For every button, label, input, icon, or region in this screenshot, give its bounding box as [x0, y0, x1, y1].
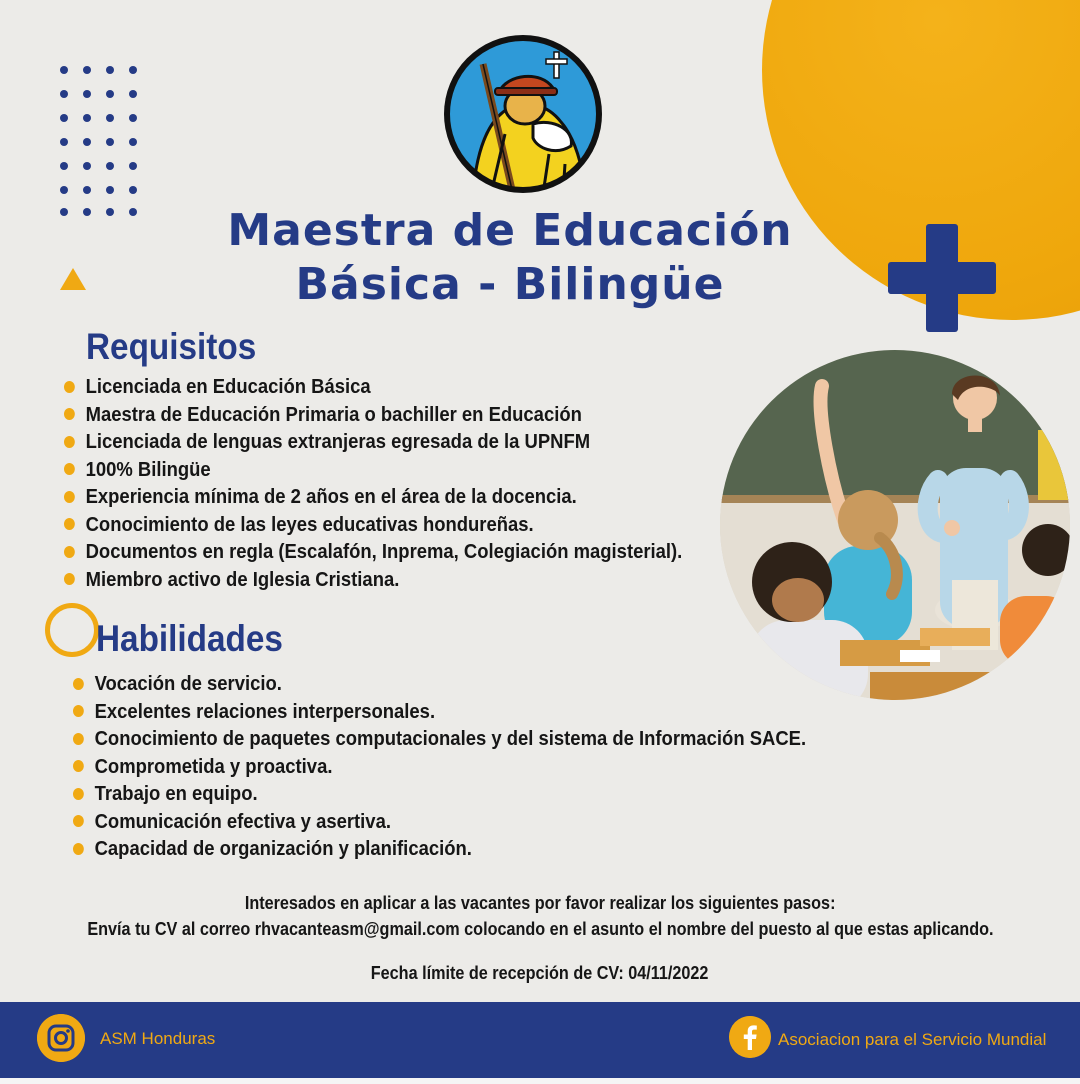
list-item: Conocimiento de paquetes computacionales y del sistema de Información SACE. [73, 725, 806, 753]
facebook-label[interactable]: Asociacion para el Servicio Mundial [778, 1030, 1047, 1049]
deadline-block [0, 960, 1080, 986]
facebook-icon[interactable] [729, 1016, 771, 1058]
decorative-triangle-icon [60, 268, 86, 290]
footer-bottom-strip [0, 1078, 1080, 1084]
list-item: Vocación de servicio. [73, 670, 806, 698]
application-line-1: Interesados en aplicar a las vacantes por favor realizar los siguientes pasos: [244, 893, 836, 913]
list-item: Documentos en regla (Escalafón, Inprema, Colegiación magisterial). [64, 538, 682, 566]
list-item: Miembro activo de Iglesia Cristiana. [64, 566, 682, 594]
job-title-line-1: Maestra de Educación [227, 205, 793, 256]
list-item: Capacidad de organización y planificación. [73, 835, 806, 863]
list-item: Trabajo en equipo. [73, 780, 806, 808]
classroom-photo [720, 350, 1070, 700]
list-item: Licenciada de lenguas extranjeras egresada de la UPNFM [64, 428, 682, 456]
decorative-ring-icon [45, 603, 99, 657]
list-item: Maestra de Educación Primaria o bachiller en Educación [64, 401, 682, 429]
list-item: Comunicación efectiva y asertiva. [73, 808, 806, 836]
list-item: 100% Bilingüe [64, 456, 682, 484]
decorative-plus-icon [888, 224, 996, 332]
decorative-dot-grid [58, 64, 148, 224]
list-item: Licenciada en Educación Básica [64, 373, 682, 401]
job-title [140, 204, 880, 312]
organization-logo [443, 34, 603, 194]
instagram-label[interactable]: ASM Honduras [100, 1029, 216, 1048]
list-item: Excelentes relaciones interpersonales. [73, 698, 806, 726]
habilidades-list [73, 670, 888, 863]
instagram-icon[interactable] [37, 1014, 85, 1062]
requisitos-heading: Requisitos [86, 326, 257, 367]
requisitos-list [64, 373, 751, 593]
list-item: Conocimiento de las leyes educativas hondureñas. [64, 511, 682, 539]
application-instructions [0, 890, 1080, 942]
list-item: Experiencia mínima de 2 años en el área de la docencia. [64, 483, 682, 511]
list-item: Comprometida y proactiva. [73, 753, 806, 781]
deadline-text: Fecha límite de recepción de CV: 04/11/2022 [371, 963, 709, 983]
application-line-2: Envía tu CV al correo rhvacanteasm@gmail.com colocando en el asunto el nombre del puesto al que estas aplicando. [86, 919, 994, 939]
job-title-line-2: Básica - Bilingüe [295, 259, 725, 310]
habilidades-heading: Habilidades [96, 618, 283, 659]
